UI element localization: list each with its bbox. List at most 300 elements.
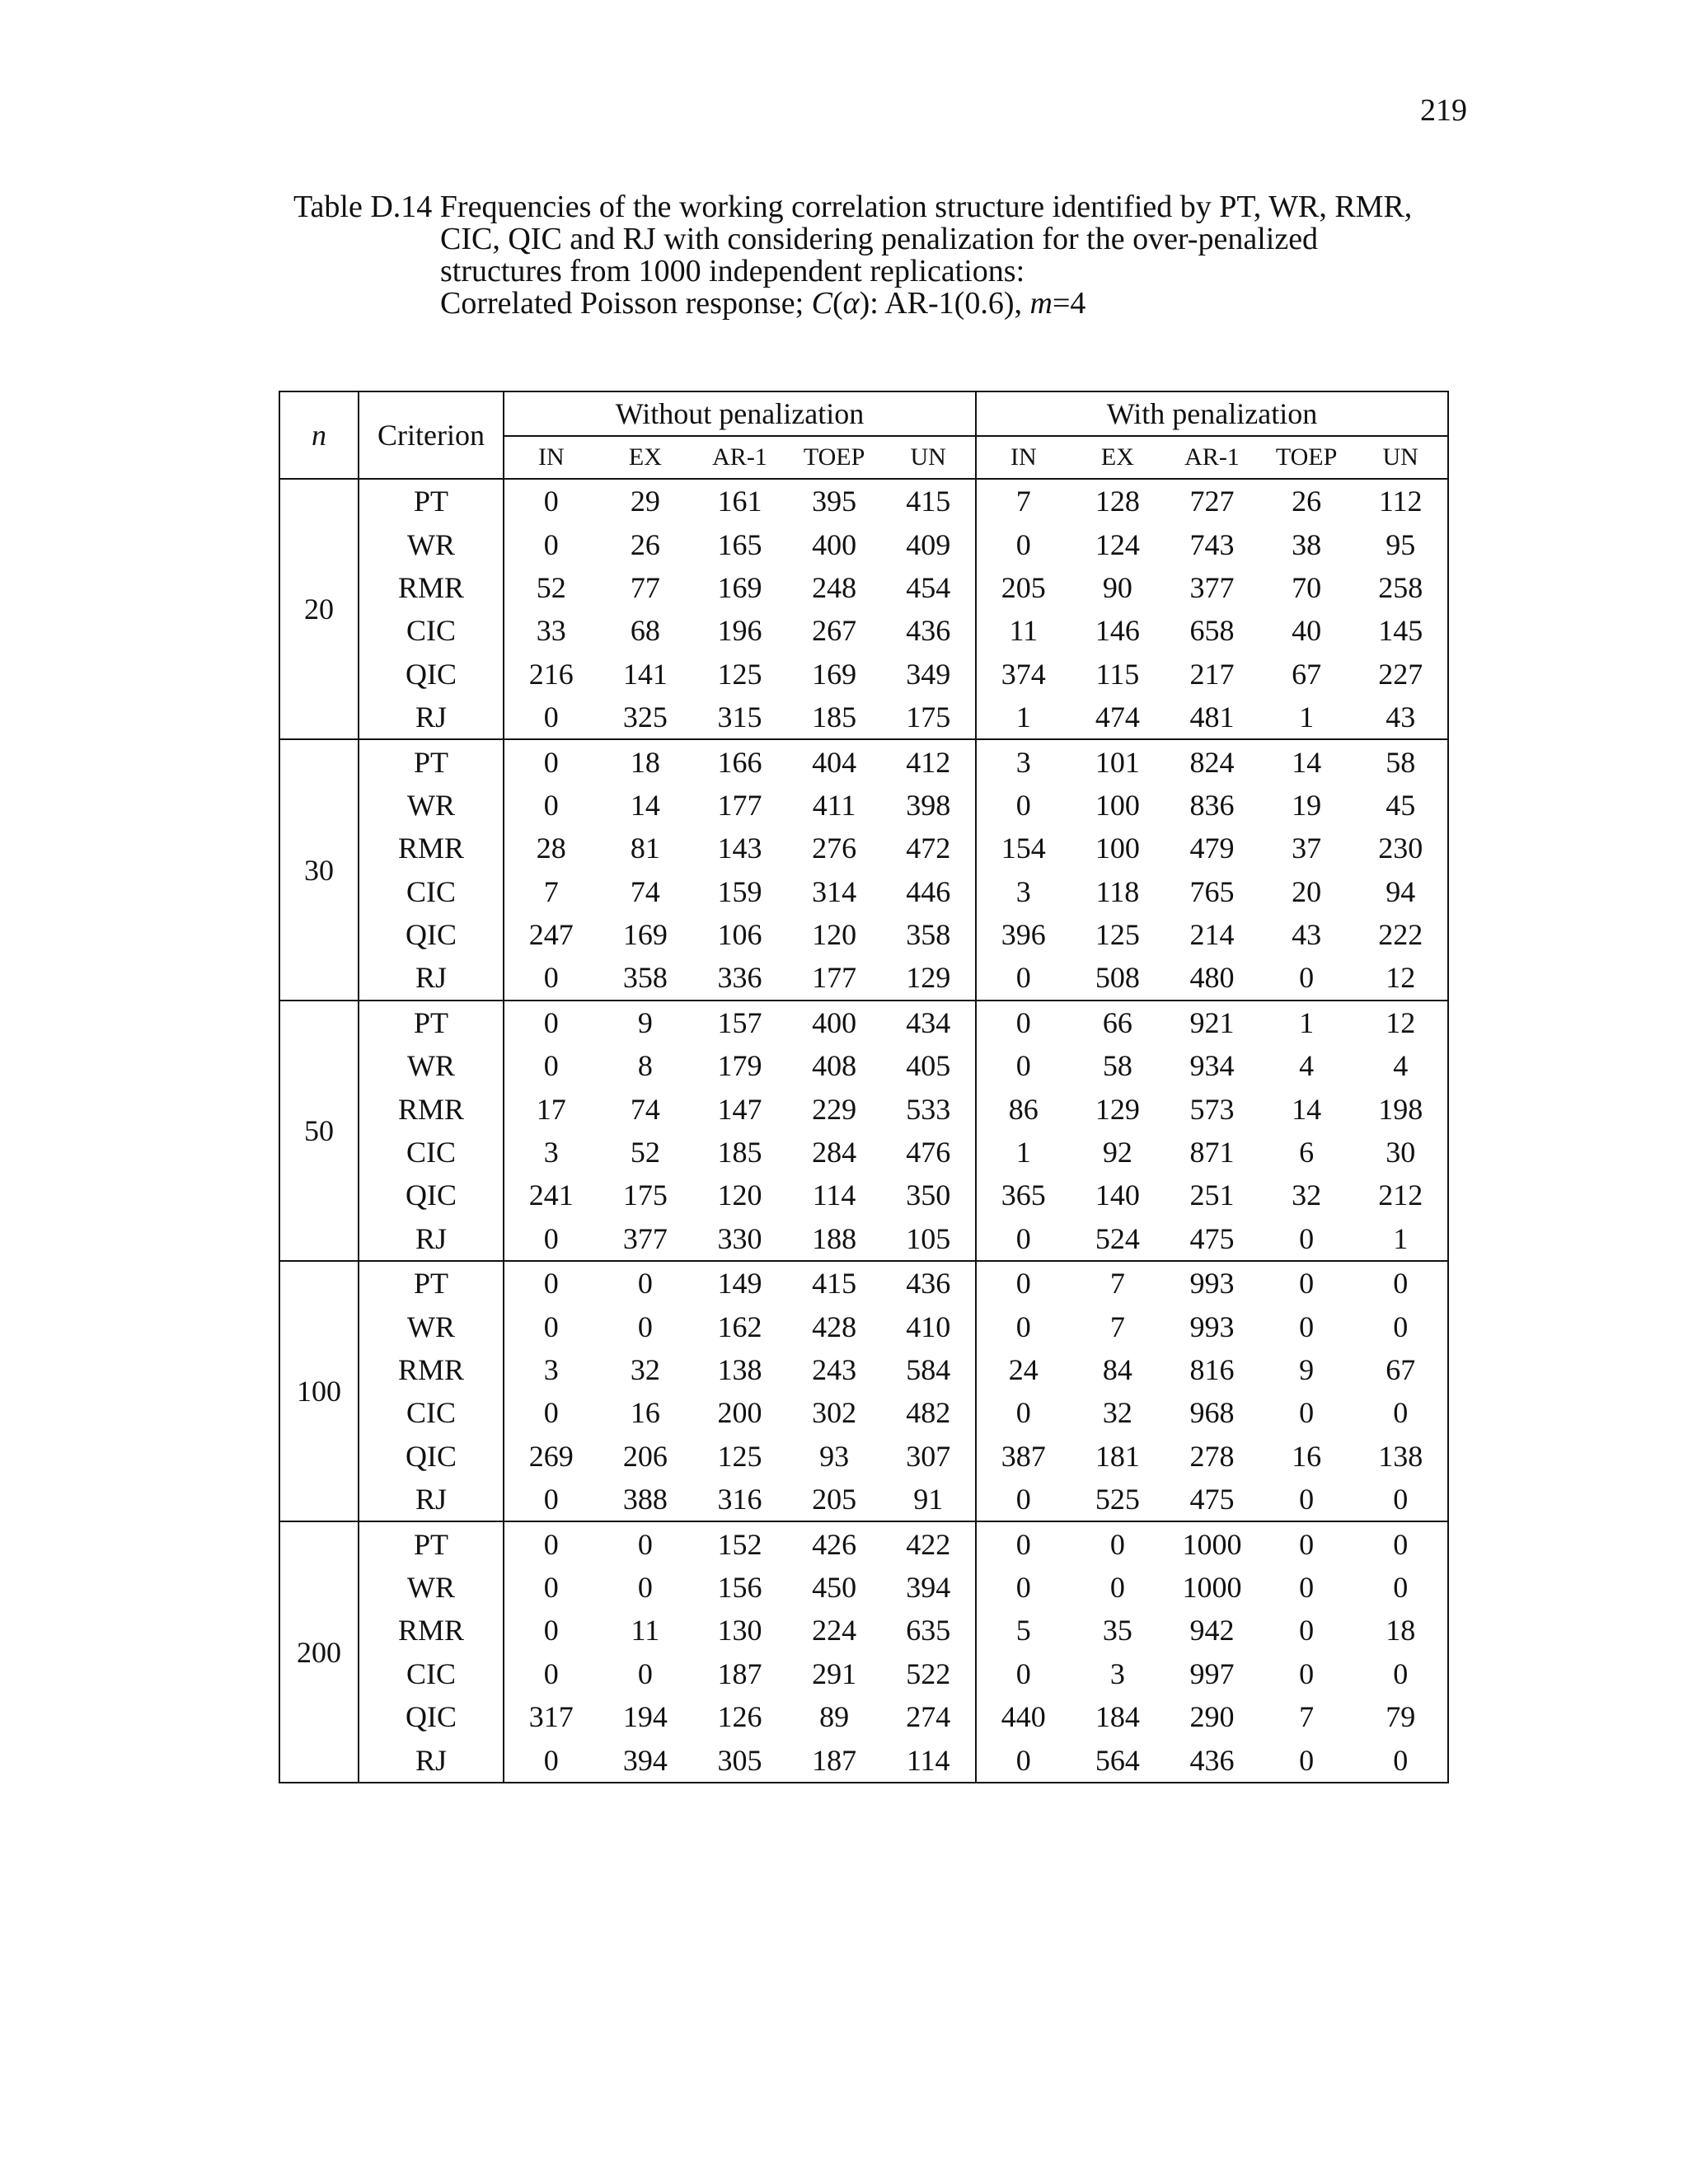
table-row [279,1391,1448,1434]
frequency-cell: 125 [1095,918,1140,952]
frequency-cell: 415 [812,1267,857,1301]
frequency-cell: 7 [976,479,1071,523]
criterion-cell: WR [359,523,504,565]
frequency-cell: 0 [976,1001,1071,1044]
frequency-cell: 7 [1109,1267,1125,1301]
table-row [279,696,1448,739]
frequency-cell: 169 [622,918,668,952]
frequency-cell: 290 [1189,1700,1235,1734]
frequency-cell: 58 [1353,739,1448,783]
criterion-cell: CIC [359,1652,504,1695]
table-row [279,1738,1448,1782]
frequency-cell: 166 [717,745,762,779]
frequency-cell: 17 [504,1087,598,1130]
frequency-cell: 0 [976,784,1071,827]
frequency-cell: 267 [812,614,857,648]
frequency-cell: 129 [881,956,976,1000]
frequency-cell: 74 [630,874,660,908]
frequency-cell: 0 [504,784,598,827]
criterion-cell: CIC [359,609,504,652]
frequency-cell: 161 [717,485,762,518]
frequency-cell: 0 [976,1217,1071,1261]
frequency-cell: 316 [692,1478,787,1521]
frequency-cell: 0 [1353,1305,1448,1347]
frequency-cell: 169 [812,657,857,691]
frequency-cell: 18 [1353,1609,1448,1652]
frequency-cell: 395 [812,485,857,518]
frequency-cell: 81 [630,832,660,865]
table-row [279,1174,1448,1216]
table-row [279,523,1448,565]
sample-size-cell: 20 [279,479,359,739]
frequency-cell: 115 [1095,657,1140,691]
frequency-cell: 198 [1353,1087,1448,1130]
frequency-cell: 1 [1353,1217,1448,1261]
frequency-table [279,391,1449,1783]
table-row [279,784,1448,827]
frequency-cell: 765 [1189,874,1235,908]
table-row [279,1217,1448,1261]
frequency-cell: 8 [637,1049,653,1083]
criterion-cell: RJ [359,1217,504,1261]
frequency-cell: 181 [1095,1439,1140,1473]
frequency-cell: 157 [717,1005,762,1039]
frequency-cell: 14 [630,788,660,822]
frequency-cell: 0 [976,956,1071,1000]
frequency-cell: 0 [504,1478,598,1521]
frequency-cell: 0 [1353,1566,1448,1609]
criterion-cell: RMR [359,827,504,869]
frequency-cell: 0 [637,1657,653,1690]
frequency-cell: 3 [976,870,1071,913]
frequency-cell: 997 [1189,1657,1235,1690]
frequency-cell: 32 [630,1353,660,1386]
frequency-cell: 0 [1259,956,1354,1000]
frequency-cell: 0 [637,1310,653,1343]
frequency-cell: 74 [630,1092,660,1126]
frequency-cell: 302 [812,1396,857,1430]
subheader-un: UN [881,436,976,479]
caption-line-1: Table D.14 Frequencies of the working correlation structure identified by PT, WR, RMR, [293,190,1413,224]
frequency-cell: 314 [812,874,857,908]
criterion-cell: PT [359,1261,504,1305]
sample-size-cell: 200 [279,1521,359,1782]
frequency-cell: 573 [1189,1092,1235,1126]
frequency-cell: 472 [906,832,951,865]
frequency-cell: 29 [630,485,660,518]
frequency-cell: 482 [906,1396,951,1430]
table-row [279,1435,1448,1478]
frequency-cell: 0 [504,1044,598,1087]
frequency-cell: 7 [1299,1700,1315,1734]
frequency-cell: 481 [1165,696,1259,739]
frequency-cell: 436 [906,1267,951,1301]
frequency-cell: 436 [1165,1738,1259,1782]
criterion-cell: CIC [359,870,504,913]
frequency-cell: 405 [906,1049,951,1083]
table-row [279,1001,1448,1044]
frequency-cell: 188 [787,1217,882,1261]
frequency-cell: 0 [1299,1527,1315,1561]
table-row [279,956,1448,1000]
criterion-cell: QIC [359,1174,504,1216]
frequency-cell: 0 [504,1521,598,1565]
frequency-cell: 12 [1353,1001,1448,1044]
frequency-cell: 508 [1071,956,1165,1000]
sample-size-cell: 50 [279,1001,359,1261]
frequency-cell: 476 [906,1136,951,1169]
frequency-cell: 67 [1292,657,1322,691]
frequency-cell: 40 [1292,614,1322,648]
frequency-cell: 0 [637,1267,653,1301]
frequency-cell: 0 [1299,1310,1315,1343]
frequency-cell: 1 [1299,1005,1315,1039]
frequency-cell: 934 [1189,1049,1235,1083]
frequency-cell: 336 [692,956,787,1000]
frequency-cell: 409 [906,527,951,561]
frequency-cell: 522 [906,1657,951,1690]
frequency-cell: 426 [812,1527,857,1561]
frequency-cell: 871 [1189,1136,1235,1169]
frequency-cell: 434 [906,1005,951,1039]
frequency-cell: 68 [630,614,660,648]
subheader-in: IN [504,436,598,479]
frequency-cell: 165 [717,527,762,561]
sample-size-cell: 100 [279,1261,359,1521]
frequency-cell: 584 [906,1353,951,1386]
frequency-cell: 0 [1299,1267,1315,1301]
frequency-cell: 7 [504,870,598,913]
subheader-ar1: AR-1 [1165,436,1259,479]
frequency-cell: 0 [504,1566,598,1609]
header-with-penalization: With penalization [976,391,1448,436]
frequency-cell: 32 [1102,1396,1132,1430]
frequency-cell: 276 [812,832,857,865]
frequency-cell: 145 [1353,609,1448,652]
frequency-cell: 1 [976,1131,1071,1174]
frequency-cell: 0 [504,1652,598,1695]
caption-c-symbol: C [811,286,833,321]
frequency-cell: 0 [504,1261,598,1305]
frequency-cell: 446 [906,874,951,908]
frequency-cell: 0 [1353,1391,1448,1434]
frequency-cell: 9 [1299,1353,1315,1386]
frequency-cell: 214 [1189,918,1235,952]
frequency-cell: 247 [504,913,598,956]
frequency-cell: 26 [630,527,660,561]
frequency-cell: 146 [1095,614,1140,648]
criterion-cell: CIC [359,1391,504,1434]
table-row [279,1348,1448,1391]
frequency-cell: 205 [787,1478,882,1521]
frequency-cell: 0 [1109,1570,1125,1604]
frequency-cell: 1000 [1182,1570,1242,1604]
frequency-cell: 30 [1353,1131,1448,1174]
frequency-cell: 77 [630,570,660,604]
frequency-cell: 635 [906,1614,951,1647]
frequency-cell: 120 [812,918,857,952]
header-n: n [279,391,359,479]
frequency-cell: 358 [906,918,951,952]
frequency-cell: 921 [1189,1005,1235,1039]
frequency-cell: 156 [717,1570,762,1604]
frequency-cell: 415 [906,485,951,518]
frequency-cell: 0 [504,523,598,565]
frequency-cell: 0 [1353,1521,1448,1565]
frequency-cell: 258 [1353,566,1448,609]
criterion-cell: WR [359,1044,504,1087]
subheader-ar1: AR-1 [692,436,787,479]
frequency-cell: 305 [692,1738,787,1782]
frequency-cell: 475 [1165,1217,1259,1261]
frequency-cell: 130 [717,1614,762,1647]
frequency-cell: 350 [906,1179,951,1212]
frequency-cell: 79 [1353,1695,1448,1738]
frequency-cell: 196 [717,614,762,648]
frequency-cell: 205 [976,566,1071,609]
frequency-cell: 37 [1292,832,1322,865]
frequency-cell: 387 [976,1435,1071,1478]
frequency-cell: 396 [976,913,1071,956]
frequency-cell: 0 [504,1305,598,1347]
frequency-cell: 824 [1189,745,1235,779]
frequency-cell: 0 [1259,1478,1354,1521]
frequency-cell: 185 [787,696,882,739]
criterion-cell: RJ [359,696,504,739]
table-row [279,1609,1448,1652]
criterion-cell: RMR [359,1609,504,1652]
frequency-cell: 0 [504,956,598,1000]
frequency-cell: 32 [1292,1179,1322,1212]
frequency-cell: 315 [692,696,787,739]
frequency-cell: 93 [819,1439,850,1473]
frequency-cell: 19 [1292,788,1322,822]
frequency-cell: 0 [1259,1738,1354,1782]
frequency-cell: 993 [1189,1267,1235,1301]
frequency-cell: 169 [717,570,762,604]
frequency-cell: 0 [1259,1217,1354,1261]
frequency-cell: 317 [504,1695,598,1738]
frequency-cell: 0 [976,1261,1071,1305]
table-row [279,1521,1448,1565]
frequency-cell: 1 [976,696,1071,739]
table-row [279,1131,1448,1174]
frequency-cell: 106 [717,918,762,952]
frequency-cell: 187 [717,1657,762,1690]
frequency-cell: 0 [976,1566,1071,1609]
frequency-cell: 200 [717,1396,762,1430]
frequency-cell: 291 [812,1657,857,1690]
frequency-cell: 398 [906,788,951,822]
frequency-cell: 84 [1102,1353,1132,1386]
frequency-cell: 436 [906,614,951,648]
frequency-cell: 743 [1189,527,1235,561]
frequency-cell: 440 [976,1695,1071,1738]
frequency-cell: 16 [630,1396,660,1430]
criterion-cell: QIC [359,1695,504,1738]
table-body [279,479,1448,1783]
frequency-cell: 26 [1292,485,1322,518]
table-row [279,1044,1448,1087]
frequency-cell: 86 [976,1087,1071,1130]
frequency-cell: 4 [1299,1049,1315,1083]
frequency-cell: 224 [812,1614,857,1647]
caption-line-2: CIC, QIC and RJ with considering penalization for the over-penalized [440,222,1319,256]
frequency-cell: 217 [1189,657,1235,691]
frequency-cell: 454 [906,570,951,604]
frequency-cell: 7 [1109,1310,1125,1343]
frequency-cell: 0 [1353,1738,1448,1782]
frequency-cell: 480 [1165,956,1259,1000]
subheader-ex: EX [598,436,693,479]
frequency-cell: 92 [1102,1136,1132,1169]
frequency-cell: 230 [1353,827,1448,869]
frequency-cell: 428 [812,1310,857,1343]
frequency-cell: 143 [717,832,762,865]
frequency-cell: 284 [812,1136,857,1169]
frequency-cell: 0 [1299,1614,1315,1647]
frequency-cell: 243 [812,1353,857,1386]
frequency-cell: 185 [717,1136,762,1169]
table-row [279,1087,1448,1130]
frequency-cell: 0 [1353,1261,1448,1305]
frequency-cell: 33 [504,609,598,652]
table-row [279,1652,1448,1695]
frequency-cell: 216 [504,653,598,696]
criterion-cell: WR [359,1305,504,1347]
frequency-cell: 0 [504,1001,598,1044]
frequency-cell: 229 [812,1092,857,1126]
frequency-cell: 89 [819,1700,850,1734]
frequency-cell: 0 [1299,1570,1315,1604]
frequency-cell: 222 [1353,913,1448,956]
frequency-cell: 0 [1299,1396,1315,1430]
criterion-cell: WR [359,1566,504,1609]
frequency-cell: 16 [1292,1439,1322,1473]
subheader-un: UN [1353,436,1448,479]
header-criterion: Criterion [359,391,504,479]
caption-paren-open: ( [832,286,843,321]
frequency-cell: 1 [1259,696,1354,739]
frequency-cell: 43 [1353,696,1448,739]
frequency-cell: 325 [598,696,693,739]
frequency-cell: 408 [812,1049,857,1083]
subheader-ex: EX [1071,436,1165,479]
table-row [279,609,1448,652]
frequency-cell: 0 [504,739,598,783]
criterion-cell: RJ [359,1738,504,1782]
frequency-cell: 0 [504,1738,598,1782]
frequency-cell: 141 [622,657,668,691]
frequency-cell: 412 [906,745,951,779]
frequency-cell: 28 [504,827,598,869]
frequency-cell: 278 [1189,1439,1235,1473]
frequency-cell: 0 [504,1609,598,1652]
table-row [279,566,1448,609]
frequency-cell: 3 [976,739,1071,783]
frequency-cell: 152 [717,1527,762,1561]
frequency-cell: 14 [1292,745,1322,779]
frequency-cell: 128 [1095,485,1140,518]
caption-line-3: structures from 1000 independent replications: [440,254,1025,288]
frequency-cell: 3 [1109,1657,1125,1690]
frequency-cell: 816 [1189,1353,1235,1386]
frequency-cell: 11 [976,609,1071,652]
frequency-cell: 159 [717,874,762,908]
frequency-cell: 0 [504,1391,598,1434]
caption-line-4-mid: ): AR-1(0.6), [859,286,1030,321]
frequency-cell: 0 [976,1391,1071,1434]
frequency-cell: 24 [976,1348,1071,1391]
frequency-cell: 90 [1102,570,1132,604]
frequency-cell: 377 [1189,570,1235,604]
frequency-cell: 422 [906,1527,951,1561]
frequency-cell: 0 [1299,1657,1315,1690]
frequency-cell: 358 [598,956,693,1000]
table-row [279,1261,1448,1305]
frequency-cell: 175 [622,1179,668,1212]
frequency-cell: 248 [812,570,857,604]
frequency-cell: 45 [1353,784,1448,827]
frequency-cell: 154 [976,827,1071,869]
table-row [279,653,1448,696]
criterion-cell: PT [359,1521,504,1565]
subheader-toep: TOEP [787,436,882,479]
frequency-cell: 533 [906,1092,951,1126]
frequency-cell: 227 [1353,653,1448,696]
frequency-cell: 112 [1353,479,1448,523]
frequency-cell: 0 [976,1044,1071,1087]
criterion-cell: RMR [359,566,504,609]
frequency-cell: 475 [1165,1478,1259,1521]
subheader-in: IN [976,436,1071,479]
frequency-cell: 124 [1095,527,1140,561]
table-row [279,1695,1448,1738]
caption-m-symbol: m [1029,286,1053,321]
frequency-cell: 177 [717,788,762,822]
frequency-cell: 6 [1299,1136,1315,1169]
frequency-cell: 140 [1095,1179,1140,1212]
frequency-cell: 727 [1189,485,1235,518]
frequency-cell: 474 [1071,696,1165,739]
frequency-cell: 179 [717,1049,762,1083]
frequency-cell: 175 [881,696,976,739]
frequency-cell: 206 [622,1439,668,1473]
criterion-cell: RJ [359,956,504,1000]
criterion-cell: CIC [359,1131,504,1174]
frequency-cell: 394 [906,1570,951,1604]
frequency-cell: 658 [1189,614,1235,648]
frequency-cell: 251 [1189,1179,1235,1212]
table-row [279,1305,1448,1347]
frequency-cell: 0 [976,1738,1071,1782]
frequency-cell: 70 [1292,570,1322,604]
frequency-cell: 177 [787,956,882,1000]
frequency-cell: 400 [812,1005,857,1039]
frequency-cell: 126 [717,1700,762,1734]
frequency-cell: 12 [1353,956,1448,1000]
frequency-cell: 43 [1292,918,1322,952]
frequency-cell: 0 [976,523,1071,565]
frequency-cell: 0 [1353,1478,1448,1521]
frequency-cell: 942 [1189,1614,1235,1647]
subheader-toep: TOEP [1259,436,1354,479]
frequency-cell: 129 [1095,1092,1140,1126]
table-row [279,1566,1448,1609]
criterion-cell: QIC [359,1435,504,1478]
frequency-cell: 14 [1292,1092,1322,1126]
frequency-cell: 0 [976,1478,1071,1521]
